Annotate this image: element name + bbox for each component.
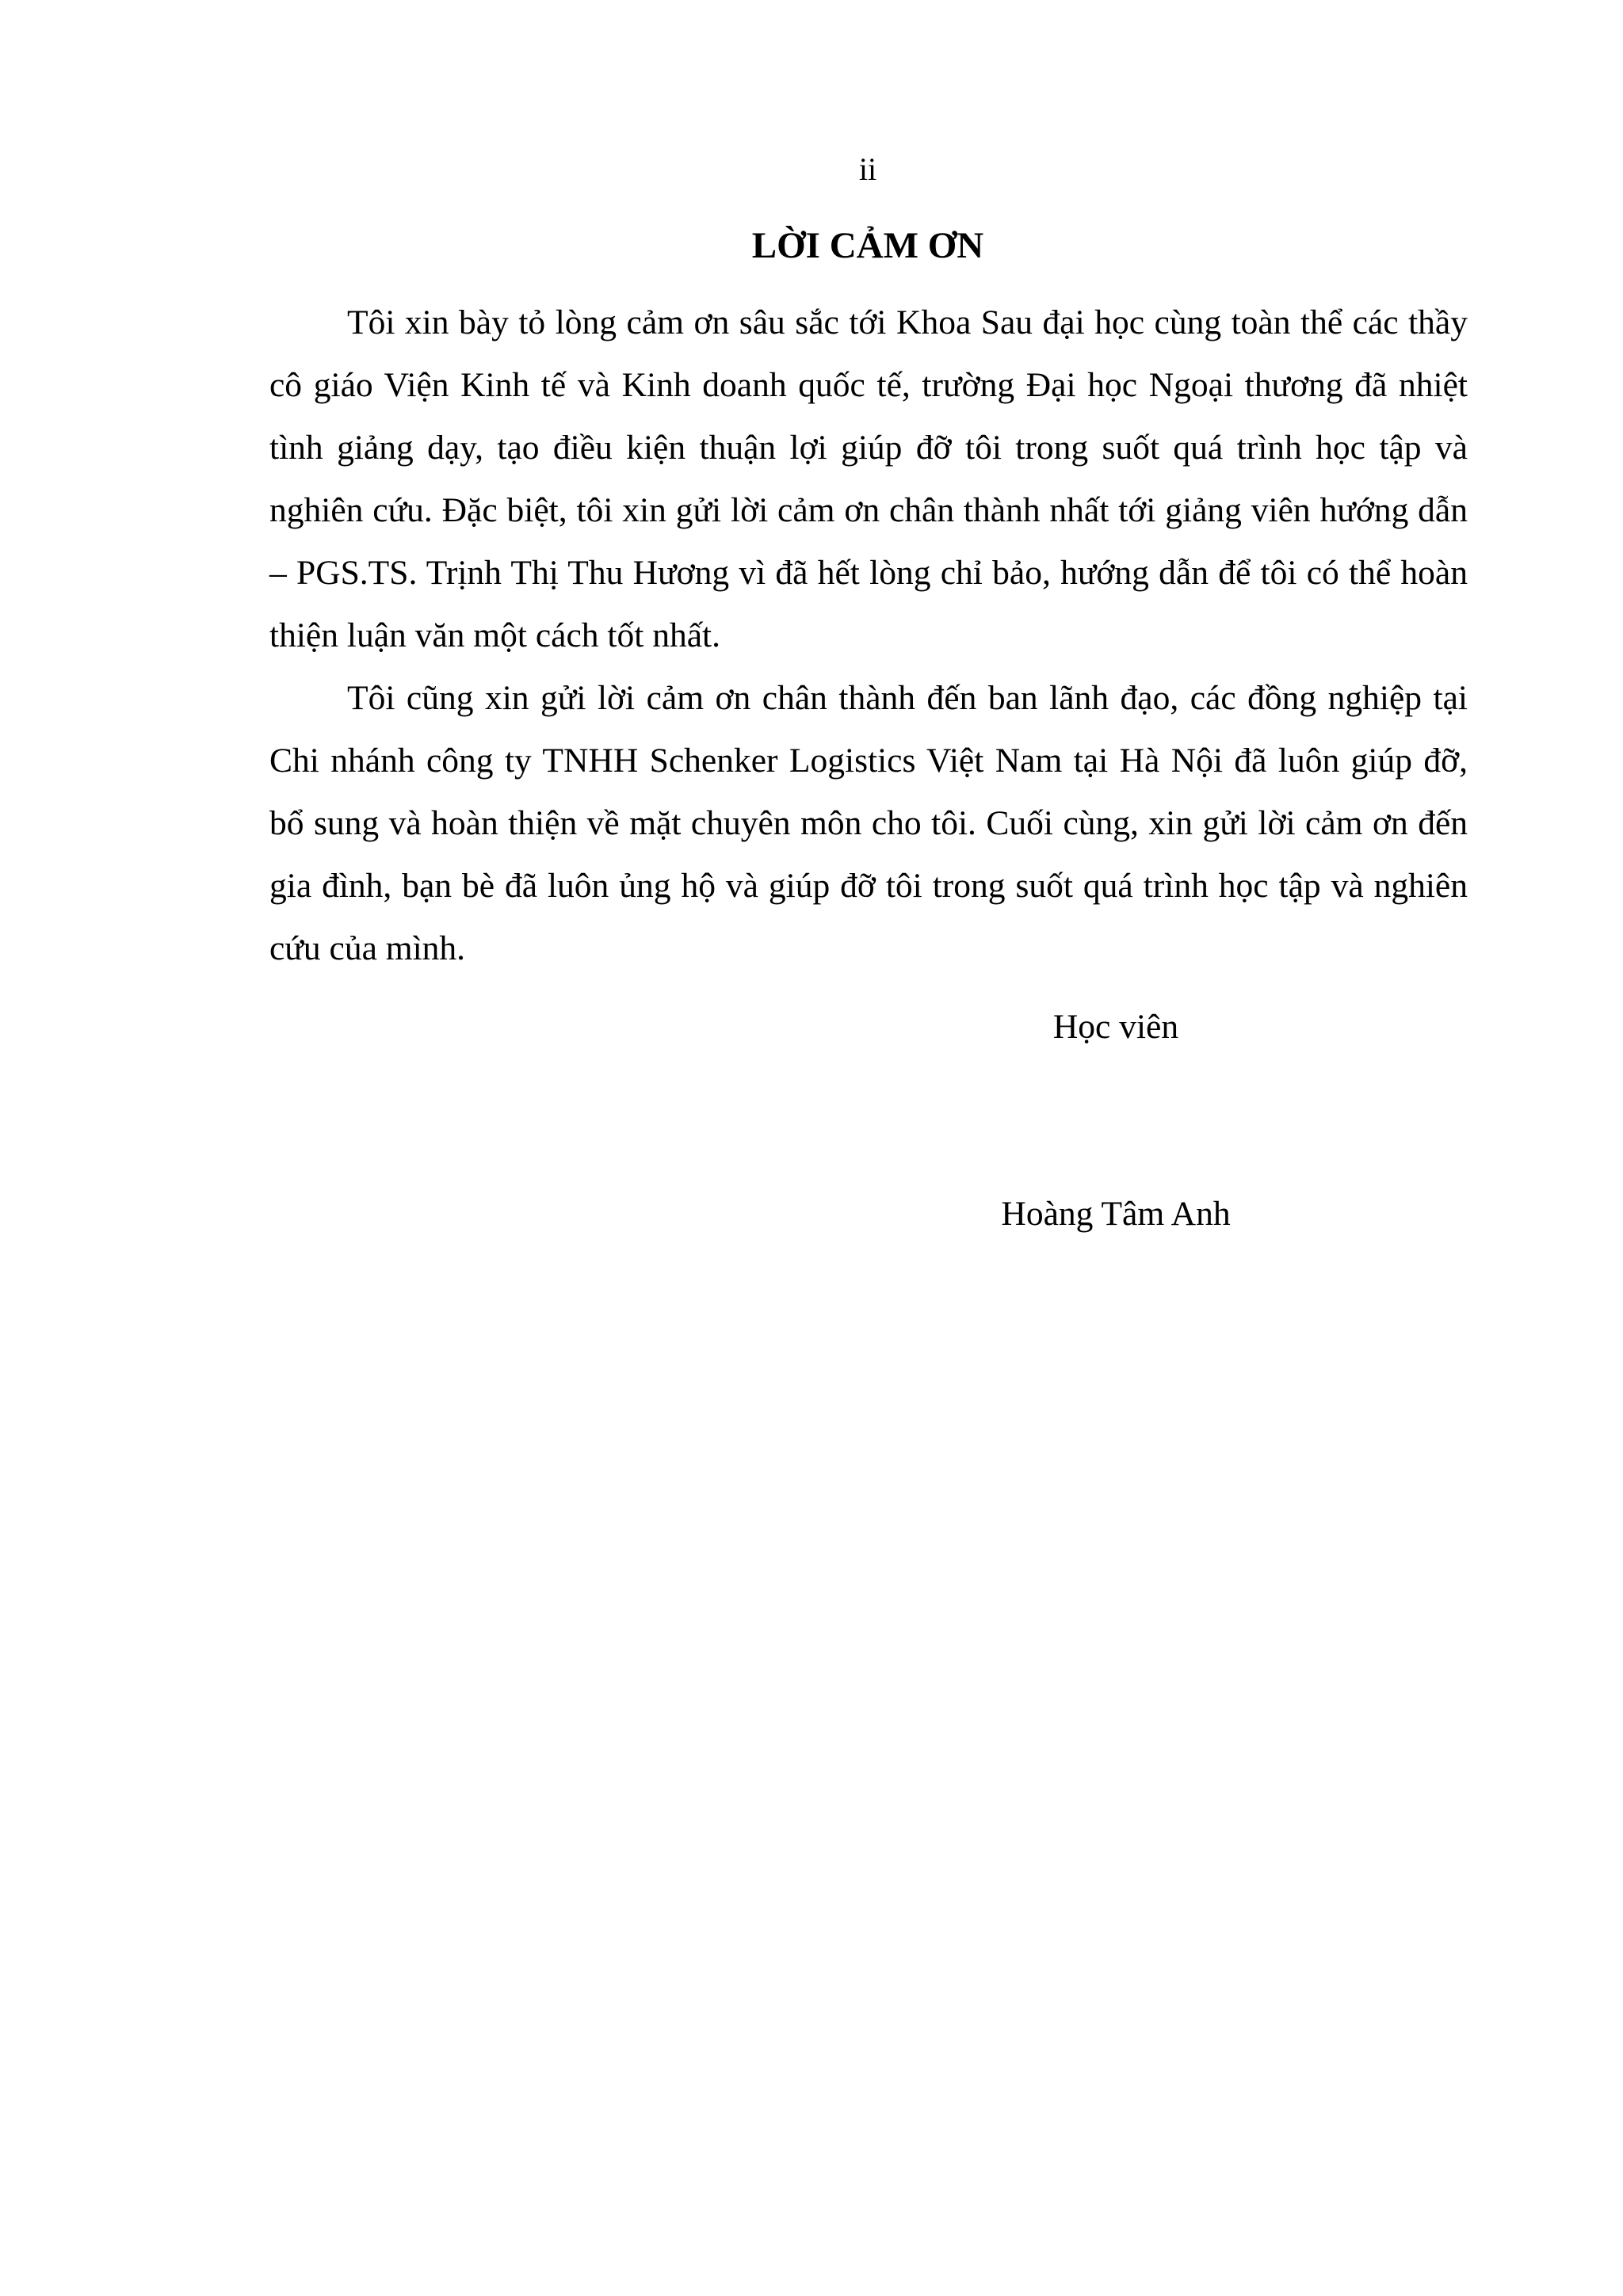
page-number: ii	[858, 151, 877, 187]
acknowledgement-body	[269, 292, 1468, 980]
signature-name: Hoàng Tâm Anh	[1001, 1195, 1231, 1233]
page-title: LỜI CẢM ƠN	[751, 225, 984, 266]
signature-role: Học viên	[1052, 1008, 1179, 1046]
paragraph-2: Tôi cũng xin gửi lời cảm ơn chân thành đến ban lãnh đạo, các đồng nghiệp tại Chi nhánh công ty TNHH Schenker Logistics Việt Nam tại Hà Nội đã luôn giúp đỡ, bổ sung và hoàn thiện về mặt chuyên môn cho tôi. Cuối cùng, xin gửi lời cảm ơn đến gia đình, bạn bè đã luôn ủng hộ và giúp đỡ tôi trong suốt quá trình học tập và nghiên cứu của mình.	[269, 679, 1468, 967]
paragraph-1: Tôi xin bày tỏ lòng cảm ơn sâu sắc tới Khoa Sau đại học cùng toàn thể các thầy cô giáo Viện Kinh tế và Kinh doanh quốc tế, trường Đại học Ngoại thương đã nhiệt tình giảng dạy, tạo điều kiện thuận lợi giúp đỡ tôi trong suốt quá trình học tập và nghiên cứu. Đặc biệt, tôi xin gửi lời cảm ơn chân thành nhất tới giảng viên hướng dẫn – PGS.TS. Trịnh Thị Thu Hương vì đã hết lòng chỉ bảo, hướng dẫn để tôi có thể hoàn thiện luận văn một cách tốt nhất.	[269, 303, 1468, 654]
